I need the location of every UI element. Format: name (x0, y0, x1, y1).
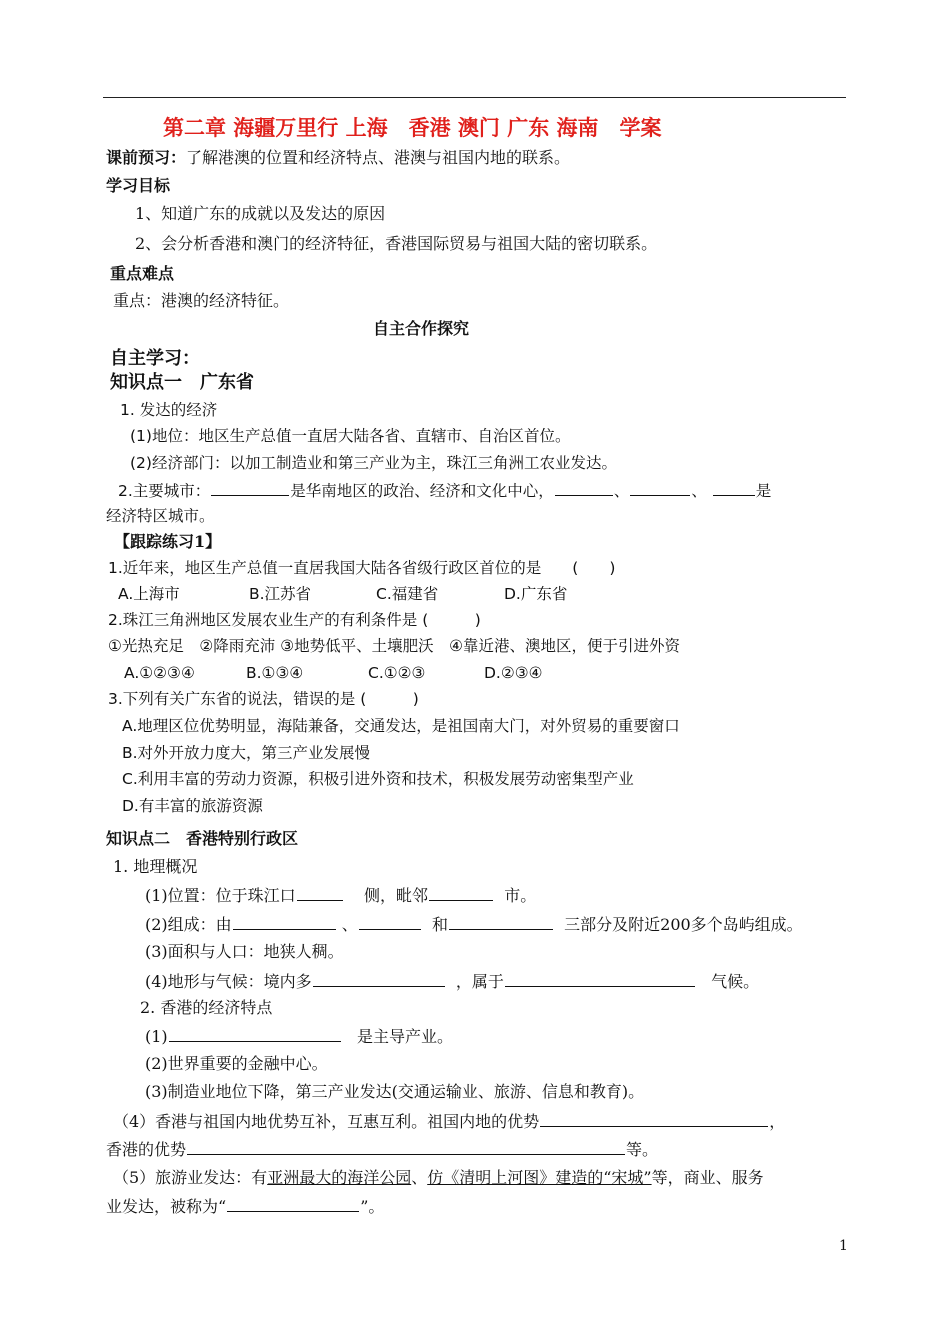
kp2-sub1: 1. 地理概况 (113, 857, 198, 876)
blank-field[interactable] (449, 913, 553, 930)
kp2-area: (3)面积与人口：地狭人稠。 (145, 942, 344, 961)
option[interactable]: D.有丰富的旅游资源 (122, 797, 263, 815)
blank-field[interactable] (505, 970, 695, 987)
blank-field[interactable] (211, 479, 289, 496)
options-row (118, 583, 567, 605)
kp1-point2: (2)经济部门：以加工制造业和第三产业为主，珠江三角洲工农业发达。 (130, 454, 617, 472)
self-study-heading: 自主学习： (110, 348, 200, 369)
blank-field[interactable] (313, 970, 445, 987)
blank-field[interactable] (540, 1110, 768, 1127)
composition-label: (2)组成：由 (145, 915, 232, 934)
blank-field[interactable] (359, 913, 421, 930)
practice-heading: 【跟踪练习1】 (114, 532, 222, 551)
goal-item: 2、会分析香港和澳门的经济特征，香港国际贸易与祖国大陆的密切联系。 (135, 234, 658, 253)
economy-text: （5）旅游业发达：有 (113, 1168, 268, 1187)
kp1-heading: 知识点一 广东省 (110, 372, 254, 393)
blank-field[interactable] (630, 479, 690, 496)
composition-text: 和 (431, 915, 448, 934)
separator: 、 (411, 1168, 428, 1187)
option[interactable]: C.利用丰富的劳动力资源，积极引进外资和技术，积极发展劳动密集型产业 (122, 770, 634, 788)
question-2: 2.珠江三角洲地区发展农业生产的有利条件是 ( ) (108, 611, 481, 629)
key-points-heading: 重点难点 (110, 264, 175, 283)
question-3: 3.下列有关广东省的说法，错误的是 ( ) (108, 690, 419, 708)
terrain-text: ，属于 (455, 972, 504, 991)
economy-label: (1) (145, 1027, 168, 1046)
kp2-sub2: 2. 香港的经济特点 (140, 998, 273, 1017)
kp2-economy-5-cont (106, 1195, 384, 1218)
blank-field[interactable] (169, 1025, 341, 1042)
blank-field[interactable] (233, 913, 336, 930)
key-points-text: 重点：港澳的经济特征。 (113, 291, 290, 310)
cities-text: 是华南地区的政治、经济和文化中心， (290, 482, 554, 500)
separator: 、 (613, 482, 630, 500)
kp1-cities-line (118, 479, 771, 502)
kp2-economy-4-cont (106, 1138, 658, 1161)
kp2-location-line (145, 884, 536, 907)
economy-text: （4）香港与祖国内地优势互补，互惠互利。祖国内地的优势 (113, 1112, 540, 1131)
kp2-terrain-line (145, 970, 759, 993)
blank-field[interactable] (297, 884, 343, 901)
economy-text: 等，商业、服务 (651, 1168, 764, 1187)
option[interactable]: B.江苏省 (249, 585, 312, 603)
option[interactable]: C.福建省 (376, 585, 439, 603)
blank-field[interactable] (713, 479, 755, 496)
blank-field[interactable] (555, 479, 613, 496)
kp2-economy-2: (2)世界重要的金融中心。 (145, 1054, 328, 1073)
preview-text: 了解港澳的位置和经济特点、港澳与祖国内地的联系。 (186, 148, 571, 167)
section-heading: 自主合作探究 (373, 319, 470, 338)
option[interactable]: A.地理区位优势明显，海陆兼备，交通发达，是祖国南大门，对外贸易的重要窗口 (122, 717, 680, 735)
blank-field[interactable] (187, 1138, 625, 1155)
option[interactable]: D.广东省 (504, 585, 568, 603)
option[interactable]: B.对外开放力度大，第三产业发展慢 (122, 744, 371, 762)
preview-line (106, 147, 570, 169)
question-1: 1.近年来，地区生产总值一直居我国大陆各省级行政区首位的是 ( ) (108, 559, 616, 577)
kp1-cities-end: 经济特区城市。 (106, 507, 215, 525)
economy-text: 香港的优势 (106, 1140, 187, 1159)
page-number: 1 (839, 1238, 848, 1254)
terrain-text: 气候。 (711, 972, 760, 991)
separator: 、 (341, 915, 358, 934)
kp2-economy-5 (113, 1167, 764, 1189)
economy-text: 业发达，被称为“ (106, 1197, 227, 1216)
options-row (124, 662, 543, 684)
underlined-text: 亚洲最大的海洋公园 (267, 1168, 412, 1187)
location-text: 侧，毗邻 (364, 886, 429, 905)
kp2-heading: 知识点二 香港特别行政区 (106, 829, 299, 848)
kp1-sub1: 1. 发达的经济 (120, 401, 218, 419)
economy-text: 等。 (626, 1140, 659, 1159)
separator: 、 (691, 482, 707, 500)
terrain-label: (4)地形与气候：境内多 (145, 972, 312, 991)
goals-heading: 学习目标 (106, 176, 171, 195)
cities-text: 是 (755, 482, 772, 500)
location-text: 市。 (504, 886, 537, 905)
composition-text: 三部分及附近200多个岛屿组成。 (564, 915, 803, 934)
option[interactable]: C.①②③ (368, 664, 426, 682)
cities-label: 2.主要城市： (118, 482, 211, 500)
option[interactable]: A.①②③④ (124, 664, 195, 682)
separator: ， (769, 1112, 786, 1131)
option[interactable]: B.①③④ (246, 664, 304, 682)
preview-label: 课前预习： (106, 148, 187, 167)
option[interactable]: A.上海市 (118, 585, 180, 603)
blank-field[interactable] (227, 1195, 359, 1212)
header-rule (103, 97, 846, 98)
kp1-point1: (1)地位：地区生产总值一直居大陆各省、直辖市、自治区首位。 (130, 427, 571, 445)
economy-text: 是主导产业。 (356, 1027, 453, 1046)
question-2-conditions: ①光热充足 ②降雨充沛 ③地势低平、土壤肥沃 ④靠近港、澳地区，便于引进外资 (108, 637, 681, 655)
kp2-composition-line (145, 913, 803, 936)
blank-field[interactable] (429, 884, 493, 901)
option[interactable]: D.②③④ (484, 664, 543, 682)
kp2-economy-1 (145, 1025, 453, 1048)
underlined-text: 仿《清明上河图》建造的“宋城” (427, 1168, 652, 1187)
page-title: 第二章 海疆万里行 上海 香港 澳门 广东 海南 学案 (163, 115, 662, 140)
goal-item: 1、知道广东的成就以及发达的原因 (135, 204, 386, 223)
location-label: (1)位置：位于珠江口 (145, 886, 296, 905)
kp2-economy-4 (113, 1110, 785, 1133)
economy-text: ”。 (360, 1197, 385, 1216)
kp2-economy-3: (3)制造业地位下降，第三产业发达(交通运输业、旅游、信息和教育)。 (145, 1082, 645, 1101)
